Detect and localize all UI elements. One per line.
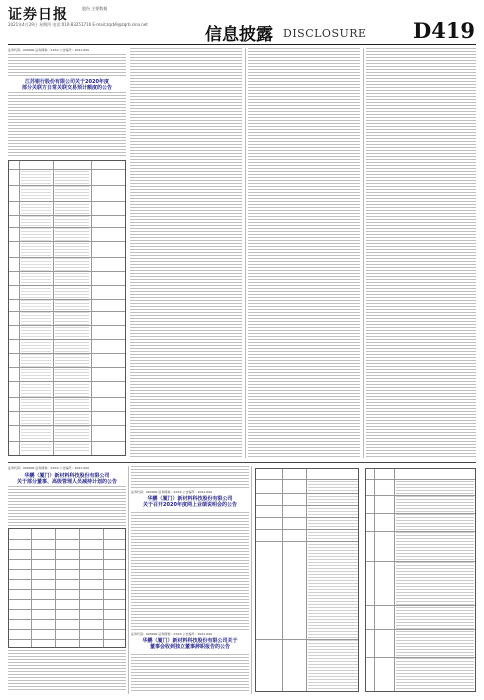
table-row: [9, 609, 125, 610]
masthead: [0, 0, 484, 44]
table-row: [9, 559, 125, 560]
table-row: [9, 619, 125, 620]
section-divider: [8, 462, 476, 463]
shareholding-table: [8, 528, 126, 648]
table-row: [9, 589, 125, 590]
page-number: D419: [413, 18, 476, 43]
announcement-4-company: 证券代码：000000 证券简称：XXXX 公告编号：2021-000: [131, 632, 213, 636]
announcement-4-title-line2: 董事会收到独立董事辞职报告的公告: [149, 644, 230, 650]
table-row: [9, 549, 125, 550]
announcements-3-4-column: [131, 466, 249, 694]
section-title: 信息披露: [205, 25, 273, 45]
table-row: [366, 479, 475, 480]
announcement-2-body-text: [8, 486, 126, 526]
announcement-3-title-line1: 华鹏（厦门）新材料科技股份有限公司: [147, 496, 233, 502]
masthead-rule: [8, 44, 476, 45]
announcement-1: [8, 48, 126, 458]
announcement-4-body-text: [131, 654, 249, 692]
announcement-3-body-text: [131, 512, 249, 630]
announcement-2-title-line1: 华鹏（厦门）新材料科技股份有限公司: [24, 472, 110, 479]
announcement-4-title-line1: 华鹏（厦门）新材料科技股份有限公司关于: [142, 638, 238, 644]
announcement-2-footer-text: [8, 650, 126, 692]
announcement-2-title-line2: 关于部分董事、高级管理人员减持计划的公告: [16, 478, 117, 485]
disclosure-table-right: [365, 468, 476, 692]
table-row: [9, 569, 125, 570]
body-text-column-2: [130, 48, 242, 458]
table-row: [9, 579, 125, 580]
body-text-column-3: [248, 48, 360, 458]
dateline: 2021年4月29日 星期四 电话:010-83251716 E-mail:zqrb9@zqrb.sina.net: [8, 22, 148, 27]
newspaper-logo: 证券日报: [8, 7, 68, 23]
announcement-1-company: 证券代码：000000 证券简称：XXXX 公告编号：2021-000: [8, 48, 90, 52]
table-row: [9, 169, 125, 170]
body-text-column-4: [366, 48, 476, 458]
announcement-3-title-line2: 关于召开2020年度网上业绩说明会的公告: [143, 502, 237, 508]
announcement-1-intro-text: [8, 54, 126, 76]
table-row: [9, 599, 125, 600]
table-row: [256, 479, 358, 480]
table-row: [9, 629, 125, 630]
masthead-meta-line1: 股份 主要数据: [82, 6, 108, 11]
announcement-1-title-line2: 部分关联方日常关联交易预计额度的公告: [21, 84, 112, 91]
announcement-4-title: [131, 638, 249, 650]
announcement-1-title-line1: 江苏银行股份有限公司关于2020年度: [25, 78, 109, 85]
related-party-table: [8, 160, 126, 456]
section-title-english: DISCLOSURE: [283, 27, 367, 40]
table-row: [9, 639, 125, 640]
disclosure-table-left: [255, 468, 359, 692]
announcement-2: [8, 466, 126, 694]
body-text: [131, 466, 249, 488]
masthead-meta: [82, 6, 107, 11]
table-row: [9, 539, 125, 540]
announcement-2-company: 证券代码：000000 证券简称：XXXX 公告编号：2021-000: [8, 466, 90, 470]
announcement-3-company: 证券代码：000000 证券简称：XXXX 公告编号：2021-000: [131, 490, 213, 494]
announcement-3-title: [131, 496, 249, 508]
announcement-1-body-text: [8, 92, 126, 158]
